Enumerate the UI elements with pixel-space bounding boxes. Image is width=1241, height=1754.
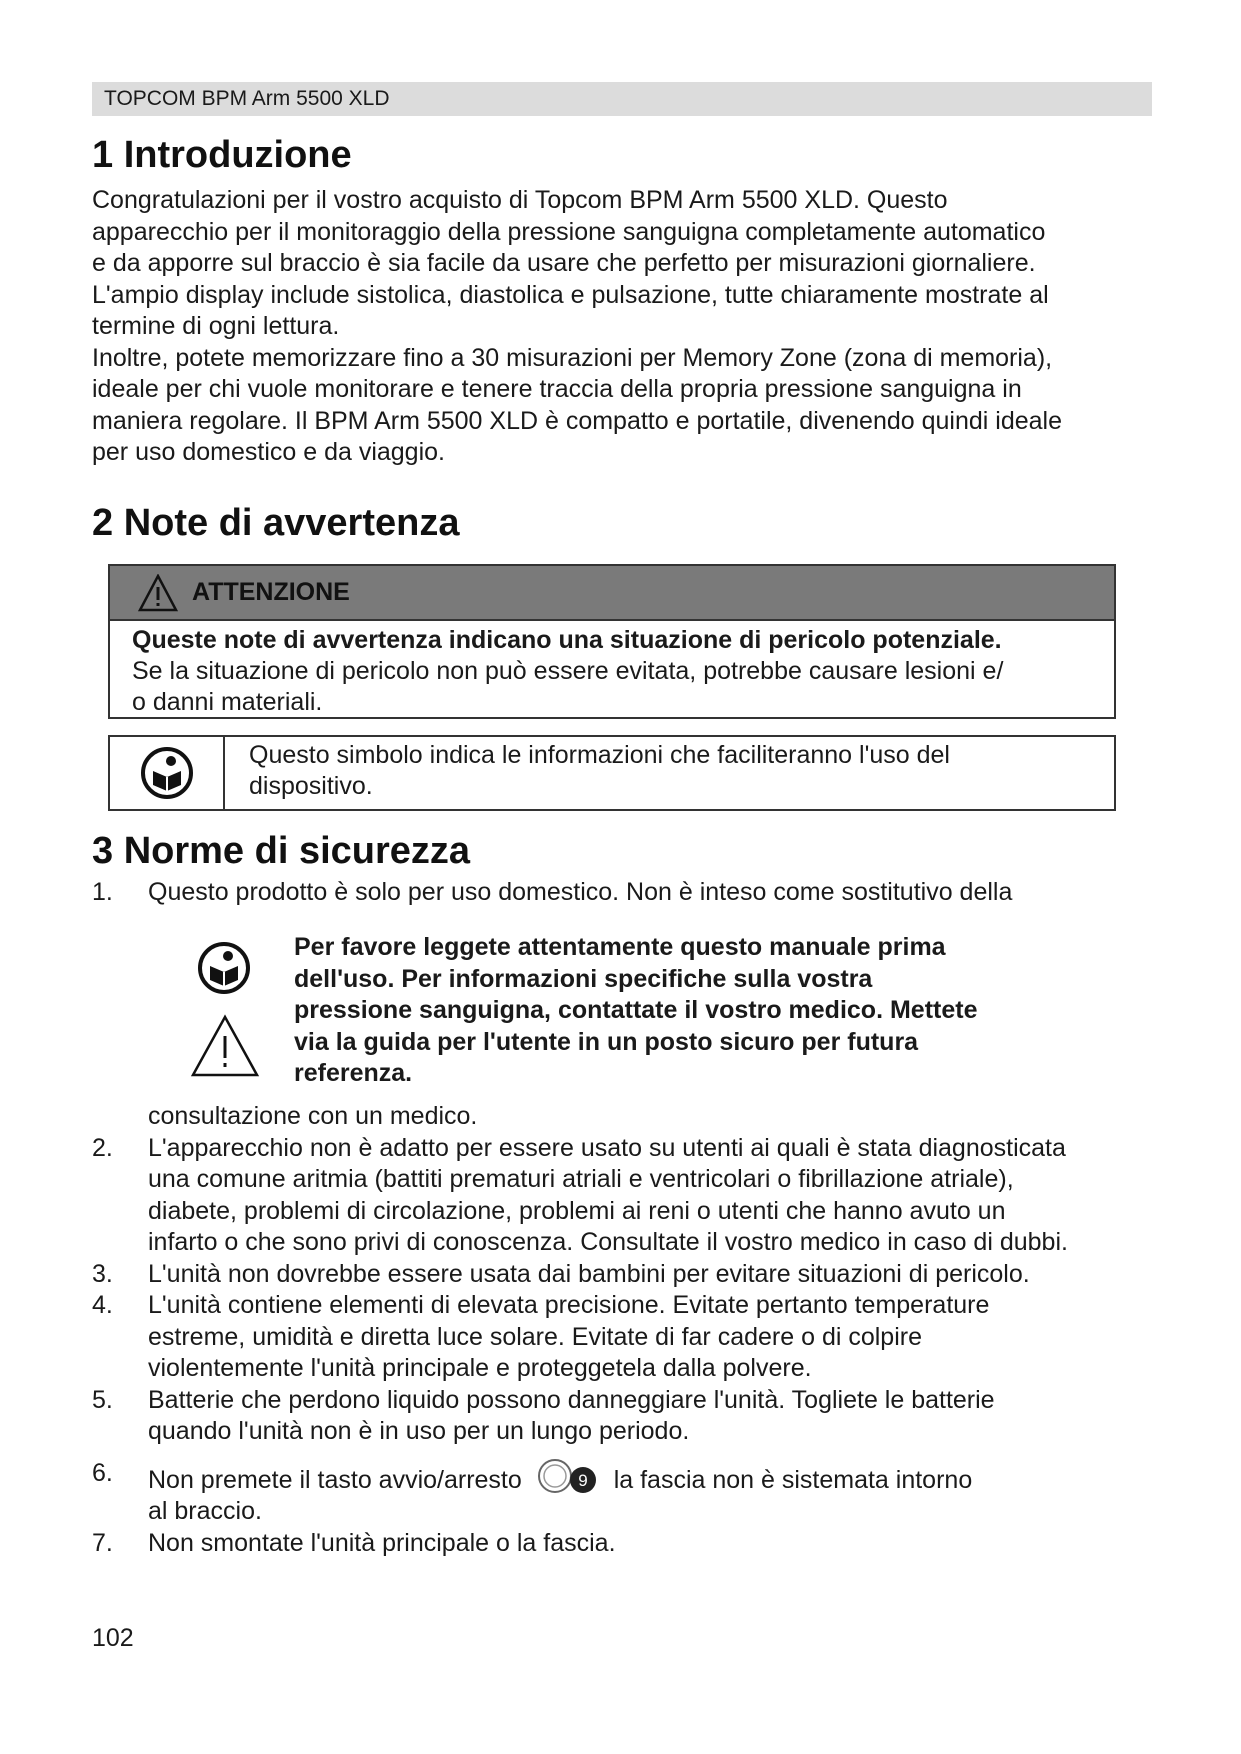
list-item — [92, 1290, 1172, 1322]
badge-number: 9 — [578, 1470, 588, 1490]
intro-line: apparecchio per il monitoraggio della pressione sanguigna completamente automatico — [92, 217, 1046, 246]
read-manual-icon — [139, 747, 195, 799]
list-item — [92, 1458, 1172, 1497]
list-text: infarto o che sono privi di conoscenza. Consultate il vostro medico in caso di dubbi. — [148, 1228, 1068, 1256]
list-text: violentemente l'unità principale e proteggetela dalla polvere. — [148, 1354, 812, 1382]
list-text: Batterie che perdono liquido possono danneggiare l'unità. Togliete le batterie — [148, 1385, 995, 1414]
warning-title: ATTENZIONE — [192, 578, 350, 606]
intro-line: e da apporre sul braccio è sia facile da usare che perfetto per misurazioni giornaliere. — [92, 249, 1036, 277]
intro-paragraph — [92, 185, 1172, 469]
info-line: Questo simbolo indica le informazioni che faciliteranno l'uso del — [249, 741, 950, 769]
callout-line: Per favore leggete attentamente questo manuale prima — [294, 933, 946, 961]
safety-list-item-1 — [92, 877, 1172, 909]
list-number: 3. — [92, 1259, 113, 1288]
warning-triangle-icon — [138, 574, 178, 612]
warning-header — [110, 566, 1114, 621]
page-number: 102 — [92, 1624, 134, 1652]
list-text: L'unità contiene elementi di elevata precisione. Evitate pertanto temperature — [148, 1291, 990, 1319]
warning-box — [108, 564, 1116, 719]
list-text: Questo prodotto è solo per uso domestico. Non è inteso come sostitutivo della — [148, 878, 1013, 906]
warning-body — [110, 621, 1114, 718]
list-text: diabete, problemi di circolazione, problemi ai reni o utenti che hanno avuto un — [148, 1196, 1006, 1225]
list-number: 1. — [92, 878, 113, 906]
intro-line: L'ampio display include sistolica, diastolica e pulsazione, tutte chiaramente mostrate al — [92, 280, 1049, 309]
list-text: Non smontate l'unità principale o la fascia. — [148, 1528, 616, 1557]
read-manual-icon — [196, 942, 252, 994]
intro-line: Inoltre, potete memorizzare fino a 30 misurazioni per Memory Zone (zona di memoria), — [92, 343, 1053, 372]
callout-line: pressione sanguigna, contattate il vostro medico. Mettete — [294, 996, 978, 1024]
warning-bold-line: Queste note di avvertenza indicano una situazione di pericolo potenziale. — [132, 626, 1002, 654]
callout-text — [294, 932, 1074, 1090]
warning-line: o danni materiali. — [132, 688, 323, 716]
callout-line: dell'uso. Per informazioni specifiche sulla vostra — [294, 964, 873, 993]
warning-line: Se la situazione di pericolo non può essere evitata, potrebbe causare lesioni e/ — [132, 657, 1004, 685]
list-item — [92, 877, 1172, 909]
info-box — [108, 735, 1116, 811]
list-number: 7. — [92, 1528, 113, 1557]
callout-line: referenza. — [294, 1059, 413, 1087]
section-1-heading: 1 Introduzione — [92, 134, 352, 176]
list-number: 2. — [92, 1133, 113, 1162]
intro-line: per uso domestico e da viaggio. — [92, 438, 445, 466]
intro-line: termine di ogni lettura. — [92, 312, 340, 340]
info-line: dispositivo. — [249, 772, 373, 800]
section-2-heading: 2 Note di avvertenza — [92, 502, 460, 544]
running-header: TOPCOM BPM Arm 5500 XLD — [92, 82, 1152, 116]
start-stop-button-symbol — [535, 1458, 601, 1494]
info-icon-cell — [110, 737, 225, 809]
list-item-continuation: consultazione con un medico. — [148, 1102, 478, 1130]
list-text: quando l'unità non è in uso per un lungo periodo. — [148, 1417, 690, 1445]
list-item — [92, 1133, 1172, 1165]
intro-line: Congratulazioni per il vostro acquisto di Topcom BPM Arm 5500 XLD. Questo — [92, 186, 948, 214]
info-text — [225, 737, 950, 809]
safety-list — [92, 1101, 1172, 1559]
list-number: 4. — [92, 1291, 113, 1319]
safety-callout — [190, 932, 1070, 1092]
list-item — [92, 1385, 1172, 1417]
list-text: L'apparecchio non è adatto per essere usato su utenti ai quali è stata diagnosticata — [148, 1133, 1066, 1162]
list-item — [92, 1259, 1172, 1291]
section-3-heading: 3 Norme di sicurezza — [92, 830, 471, 872]
list-item — [92, 1528, 1172, 1560]
warning-triangle-icon — [190, 1014, 260, 1078]
list-text: L'unità non dovrebbe essere usata dai bambini per evitare situazioni di pericolo. — [148, 1259, 1030, 1288]
list-text: Non premete il tasto avvio/arresto — [148, 1465, 522, 1494]
list-number: 5. — [92, 1385, 113, 1414]
callout-line: via la guida per l'utente in un posto sicuro per futura — [294, 1027, 919, 1056]
intro-line: maniera regolare. Il BPM Arm 5500 XLD è compatto e portatile, divenendo quindi ideale — [92, 406, 1063, 435]
power-button-icon — [535, 1458, 601, 1494]
list-text: estreme, umidità e diretta luce solare. Evitate di far cadere o di colpire — [148, 1322, 922, 1351]
list-number: 6. — [92, 1458, 113, 1487]
intro-line: ideale per chi vuole monitorare e tenere traccia della propria pressione sanguigna in — [92, 375, 1022, 403]
list-text: una comune aritmia (battiti prematuri atriali e ventricolari o fibrillazione atriale), — [148, 1165, 1014, 1193]
list-text: la fascia non è sistemata intorno — [613, 1465, 973, 1494]
list-text: al braccio. — [148, 1497, 262, 1525]
